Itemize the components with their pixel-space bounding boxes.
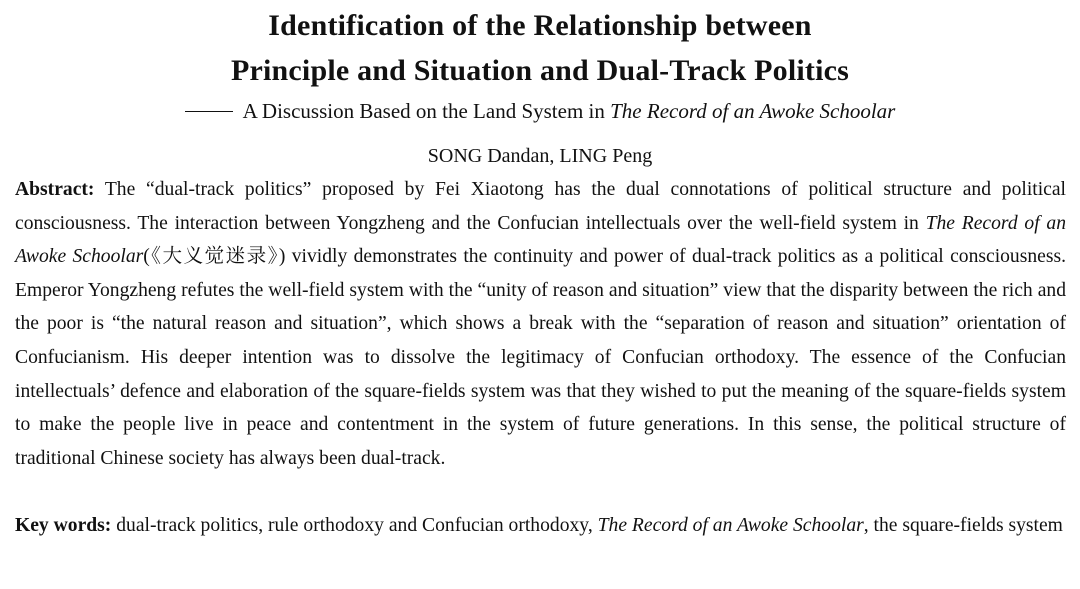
keywords-text-part1: dual-track politics, rule orthodoxy and Confucian orthodoxy, [111, 515, 598, 536]
abstract-text-part1: The “dual-track politics” proposed by Fei Xiaotong has the dual connotations of political structure and political consciousness. The interaction between Yongzheng and the Confucian intellectuals over the well-field system in [15, 179, 1066, 234]
title-line-2: Principle and Situation and Dual-Track Politics [230, 54, 850, 87]
keywords-book-title: The Record of an Awoke Schoolar [597, 515, 864, 536]
title-line-1: Identification of the Relationship between [268, 9, 812, 42]
keywords-label: Key words: [15, 515, 112, 536]
abstract-book-title: The Record of an Awoke Schoolar [15, 212, 1066, 268]
keywords-text-part2: , the square-fields system [863, 515, 1063, 536]
subtitle [0, 97, 1080, 125]
keywords-paragraph [15, 509, 1066, 543]
abstract-paragraph [15, 173, 1066, 475]
abstract-text-part2: (《大义觉迷录》) vividly demonstrates the continuity and power of dual-track politics as a political consciousness. Emperor Yongzheng refutes the well-field system with the “unity of reason and situation” view that the disparity between the rich and the poor is “the natural reason and situation”, which shows a break with the “separation of reason and situation” orientation of Confucianism. His deeper intention was to dissolve the legitimacy of Confucian orthodoxy. The essence of the Confucian intellectuals’ defence and elaboration of the square-fields system was that they wished to put the meaning of the square-fields system to make the people live in peace and contentment in the system of future generations. In this sense, the political structure of traditional Chinese society has always been dual-track. [15, 246, 1066, 469]
abstract-label: Abstract: [15, 179, 95, 200]
authors: SONG Dandan, LING Peng [427, 145, 653, 167]
subtitle-book-title: The Record of an Awoke Schoolar [610, 99, 896, 123]
subtitle-dash [185, 111, 233, 112]
subtitle-prefix: A Discussion Based on the Land System in [242, 99, 611, 123]
